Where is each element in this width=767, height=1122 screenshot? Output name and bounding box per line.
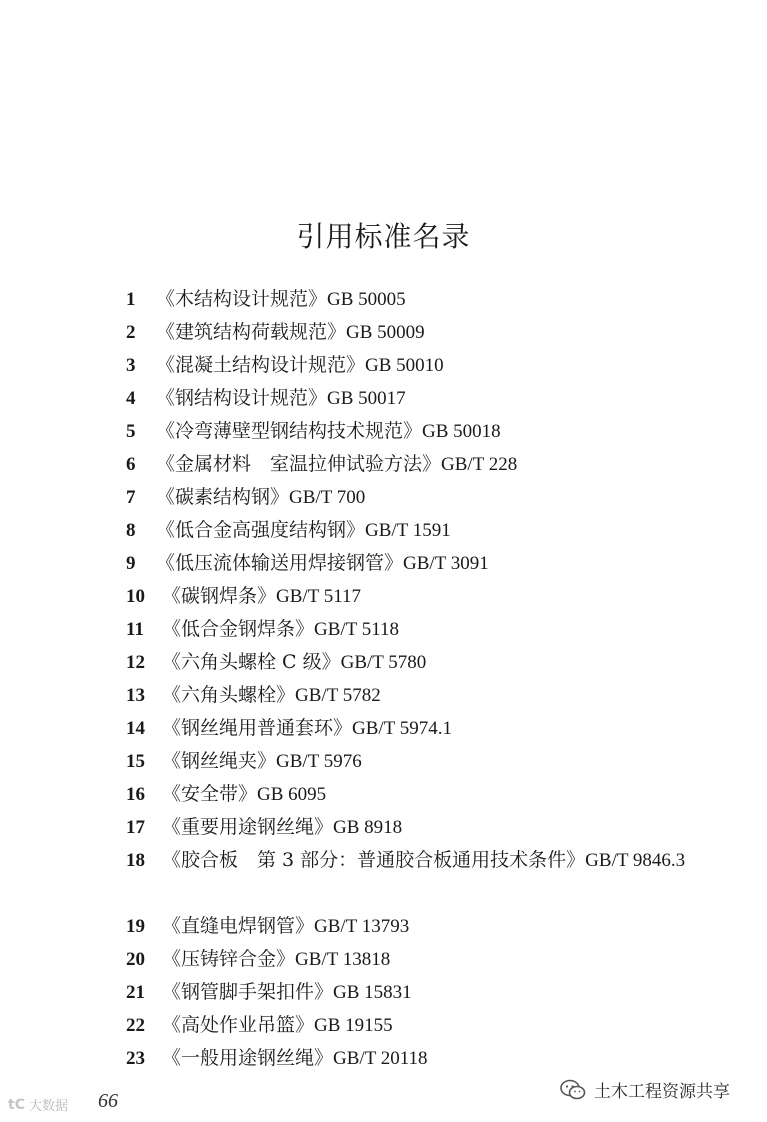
standard-name: 《钢丝绳夹》: [162, 750, 277, 772]
standard-name: 《钢管脚手架扣件》: [162, 981, 334, 1003]
standard-item: [126, 811, 726, 844]
standard-name: 《钢结构设计规范》: [156, 387, 328, 409]
standard-name: 《高处作业吊篮》: [162, 1014, 315, 1036]
standard-item: [126, 481, 726, 514]
standard-code: GB/T 5974.1: [352, 718, 452, 739]
standard-name: 《重要用途钢丝绳》: [162, 816, 334, 838]
standard-number: 6: [126, 454, 136, 475]
standard-item: [126, 514, 726, 547]
standard-number: 1: [126, 289, 136, 310]
standard-item: [126, 1042, 726, 1075]
wechat-icon: [560, 1079, 586, 1101]
standard-item: [126, 613, 726, 646]
standard-number: 16: [126, 784, 145, 805]
standard-number: 18: [126, 850, 145, 871]
standard-name: 《碳素结构钢》: [156, 486, 290, 508]
standard-code: GB 50009: [346, 322, 425, 343]
standard-item: [126, 1009, 726, 1042]
standard-code: GB 19155: [314, 1015, 393, 1036]
standard-item: [126, 283, 726, 316]
standard-name: 《六角头螺栓》: [162, 684, 296, 706]
standard-code: GB/T 9846.3: [585, 850, 686, 871]
standard-code: GB/T 5782: [295, 685, 381, 706]
standard-item: [126, 415, 726, 448]
standard-item: [126, 349, 726, 382]
standard-name: 《混凝土结构设计规范》: [156, 354, 366, 376]
standard-name: 《木结构设计规范》: [156, 288, 328, 310]
standard-name: 《六角头螺栓 C 级》: [162, 651, 341, 673]
watermark-logo: tC: [8, 1096, 25, 1113]
standard-code: GB/T 13818: [295, 949, 391, 970]
page-number: 66: [98, 1090, 118, 1112]
standard-number: 12: [126, 652, 145, 673]
standard-code: GB/T 20118: [333, 1048, 428, 1069]
standard-name: 《一般用途钢丝绳》: [162, 1047, 334, 1069]
standard-code: GB 6095: [257, 784, 327, 805]
standard-number: 15: [126, 751, 145, 772]
standard-name: 《安全带》: [162, 783, 258, 805]
standard-item: [126, 448, 726, 481]
standard-name: 《钢丝绳用普通套环》: [162, 717, 353, 739]
standard-name: 《低合金钢焊条》: [162, 618, 315, 640]
standard-code: GB/T 700: [289, 487, 366, 508]
page-title: 引用标准名录: [296, 219, 471, 253]
standard-code: GB 50017: [327, 388, 406, 409]
standard-name: 《直缝电焊钢管》: [162, 915, 315, 937]
watermark-left: [8, 1095, 68, 1114]
standard-code: GB 50018: [422, 421, 501, 442]
standard-number: 7: [126, 487, 136, 508]
standard-name: 《碳钢焊条》: [162, 585, 277, 607]
standard-code: GB/T 5117: [276, 586, 361, 607]
watermark-left-text: 大数据: [28, 1099, 68, 1114]
standard-item: [126, 382, 726, 415]
standard-code: GB/T 5780: [340, 652, 427, 673]
standard-name: 《低压流体输送用焊接钢管》: [156, 552, 404, 574]
standard-name: 《冷弯薄壁型钢结构技术规范》: [156, 420, 423, 442]
standard-item: [126, 976, 726, 1009]
standard-number: 13: [126, 685, 145, 706]
standard-number: 9: [126, 553, 136, 574]
standard-code: GB/T 228: [441, 454, 518, 475]
standard-code: GB/T 1591: [365, 520, 451, 541]
standard-number: 5: [126, 421, 136, 442]
standard-item: [126, 778, 726, 811]
standard-number: 20: [126, 949, 145, 970]
standard-number: 8: [126, 520, 136, 541]
standard-item: [126, 646, 726, 679]
standard-code: GB/T 13793: [314, 916, 410, 937]
standard-name: 《压铸锌合金》: [162, 948, 296, 970]
standard-item: [126, 679, 726, 712]
standard-number: 10: [126, 586, 145, 607]
standard-code: GB 15831: [333, 982, 412, 1003]
standard-item: [126, 547, 726, 580]
standard-code: GB 50010: [365, 355, 444, 376]
standard-item: [126, 580, 726, 613]
watermark-right-text: 土木工程资源共享: [594, 1082, 730, 1102]
standard-item: [126, 844, 726, 910]
standard-name: 《低合金高强度结构钢》: [156, 519, 366, 541]
standard-number: 23: [126, 1048, 145, 1069]
standard-number: 11: [126, 619, 144, 640]
watermark-right: [560, 1077, 730, 1102]
standard-item: [126, 316, 726, 349]
standard-number: 21: [126, 982, 145, 1003]
standard-code: GB/T 5976: [276, 751, 362, 772]
standard-name: 《建筑结构荷载规范》: [156, 321, 347, 343]
standard-code: GB/T 3091: [403, 553, 489, 574]
standard-item: [126, 910, 726, 943]
standard-item: [126, 712, 726, 745]
standard-number: 17: [126, 817, 145, 838]
standard-code: GB 8918: [333, 817, 403, 838]
standard-number: 22: [126, 1015, 145, 1036]
standard-code: GB 50005: [327, 289, 406, 310]
standard-item: [126, 943, 726, 976]
standard-number: 14: [126, 718, 145, 739]
standard-number: 4: [126, 388, 136, 409]
standard-number: 3: [126, 355, 136, 376]
standard-name: 《金属材料 室温拉伸试验方法》: [156, 453, 442, 475]
standard-name: 《胶合板 第 3 部分：普通胶合板通用技术条件》: [162, 849, 586, 871]
standard-item: [126, 745, 726, 778]
standard-number: 2: [126, 322, 136, 343]
standard-number: 19: [126, 916, 145, 937]
standards-list: [126, 283, 726, 1075]
standard-code: GB/T 5118: [314, 619, 399, 640]
